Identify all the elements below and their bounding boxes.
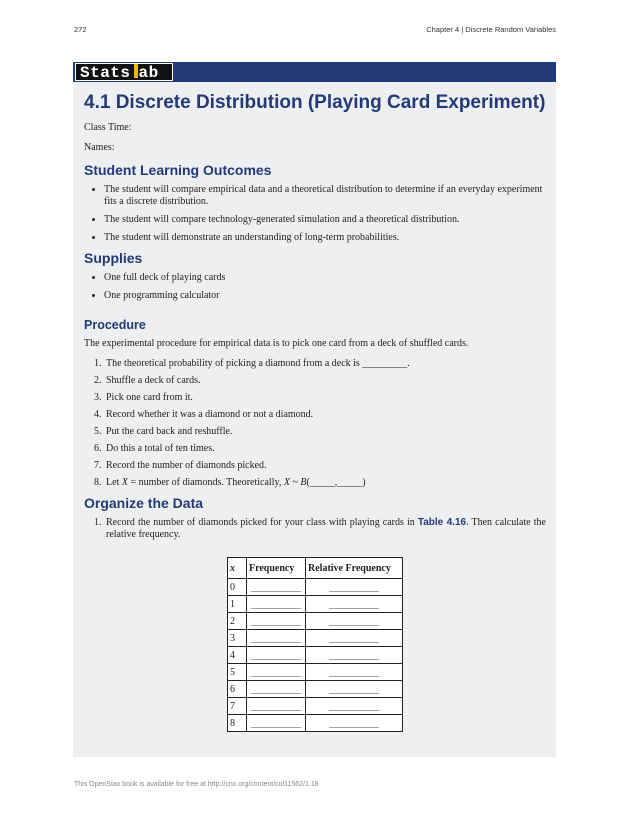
x-value-cell: 1 bbox=[228, 596, 247, 613]
relative-frequency-blank-cell: __________ bbox=[306, 630, 403, 647]
table-row bbox=[228, 613, 403, 630]
x-value-cell: 3 bbox=[228, 630, 247, 647]
procedure-heading: Procedure bbox=[84, 318, 146, 332]
supplies-list bbox=[84, 272, 546, 302]
column-header-x: x bbox=[228, 558, 247, 579]
x-value-cell: 7 bbox=[228, 698, 247, 715]
frequency-blank-cell: __________ bbox=[247, 630, 306, 647]
table-row bbox=[228, 715, 403, 732]
table-reference-link[interactable]: Table 4.16 bbox=[417, 517, 467, 528]
frequency-blank-cell: __________ bbox=[247, 613, 306, 630]
relative-frequency-blank-cell: __________ bbox=[306, 664, 403, 681]
supplies-heading: Supplies bbox=[84, 250, 143, 266]
relative-frequency-blank-cell: __________ bbox=[306, 647, 403, 664]
x-value-cell: 6 bbox=[228, 681, 247, 698]
logo-bar-icon bbox=[134, 64, 138, 78]
frequency-blank-cell: __________ bbox=[247, 698, 306, 715]
procedure-steps bbox=[84, 358, 546, 489]
x-value-cell: 4 bbox=[228, 647, 247, 664]
table-row bbox=[228, 647, 403, 664]
outcomes-heading: Student Learning Outcomes bbox=[84, 162, 272, 178]
frequency-blank-cell: __________ bbox=[247, 664, 306, 681]
relative-frequency-blank-cell: __________ bbox=[306, 715, 403, 732]
list-item: • One programming calculator bbox=[104, 290, 546, 302]
page-title: 4.1 Discrete Distribution (Playing Card Experiment) bbox=[84, 92, 546, 113]
list-item: 3. Pick one card from it. bbox=[104, 392, 546, 404]
organize-heading: Organize the Data bbox=[84, 495, 204, 511]
relative-frequency-blank-cell: __________ bbox=[306, 698, 403, 715]
relative-frequency-blank-cell: __________ bbox=[306, 681, 403, 698]
column-header-frequency: Frequency bbox=[247, 558, 306, 579]
frequency-blank-cell: __________ bbox=[247, 647, 306, 664]
frequency-blank-cell: __________ bbox=[247, 596, 306, 613]
x-value-cell: 5 bbox=[228, 664, 247, 681]
chapter-heading: Chapter 4 | Discrete Random Variables bbox=[426, 25, 556, 34]
table-row bbox=[228, 698, 403, 715]
list-item: 8. Let X = number of diamonds. Theoretically, X ~ B(_____,_____) bbox=[104, 477, 546, 489]
list-item: 1. Record the number of diamonds picked for your class with playing cards in Table 4.16. Then calculate the relative frequency. bbox=[104, 517, 546, 541]
page-number: 272 bbox=[74, 25, 87, 34]
class-time-label: Class Time: bbox=[84, 122, 132, 133]
table-header-row bbox=[228, 558, 403, 579]
x-value-cell: 2 bbox=[228, 613, 247, 630]
list-item: 1. The theoretical probability of picking a diamond from a deck is _________. bbox=[104, 358, 546, 370]
list-item: • The student will compare technology-generated simulation and a theoretical distribution. bbox=[104, 214, 546, 226]
relative-frequency-blank-cell: __________ bbox=[306, 613, 403, 630]
procedure-intro: The experimental procedure for empirical data is to pick one card from a deck of shuffled cards. bbox=[84, 338, 469, 349]
frequency-blank-cell: __________ bbox=[247, 715, 306, 732]
relative-frequency-blank-cell: __________ bbox=[306, 596, 403, 613]
outcomes-list bbox=[84, 184, 546, 244]
footer-note: This OpenStax book is available for free at http://cnx.org/content/col11562/1.18 bbox=[74, 781, 319, 788]
table-row bbox=[228, 596, 403, 613]
x-value-cell: 8 bbox=[228, 715, 247, 732]
names-label: Names: bbox=[84, 142, 115, 153]
relative-frequency-blank-cell: __________ bbox=[306, 579, 403, 596]
x-value-cell: 0 bbox=[228, 579, 247, 596]
list-item: • The student will demonstrate an understanding of long-term probabilities. bbox=[104, 232, 546, 244]
list-item: 2. Shuffle a deck of cards. bbox=[104, 375, 546, 387]
frequency-table bbox=[227, 557, 403, 732]
table-row bbox=[228, 579, 403, 596]
list-item: 7. Record the number of diamonds picked. bbox=[104, 460, 546, 472]
list-item: 6. Do this a total of ten times. bbox=[104, 443, 546, 455]
list-item: • One full deck of playing cards bbox=[104, 272, 546, 284]
list-item: 5. Put the card back and reshuffle. bbox=[104, 426, 546, 438]
table-row bbox=[228, 630, 403, 647]
list-item: • The student will compare empirical data and a theoretical distribution to determine if an everyday experiment fits a discrete distribution. bbox=[104, 184, 546, 208]
table-row bbox=[228, 681, 403, 698]
frequency-blank-cell: __________ bbox=[247, 579, 306, 596]
lab-content bbox=[84, 90, 546, 732]
column-header-relative-frequency: Relative Frequency bbox=[306, 558, 403, 579]
frequency-blank-cell: __________ bbox=[247, 681, 306, 698]
table-body bbox=[228, 579, 403, 732]
table-row bbox=[228, 664, 403, 681]
stats-lab-logo: Stats ab bbox=[75, 63, 173, 81]
organize-steps bbox=[84, 517, 546, 541]
list-item: 4. Record whether it was a diamond or not a diamond. bbox=[104, 409, 546, 421]
